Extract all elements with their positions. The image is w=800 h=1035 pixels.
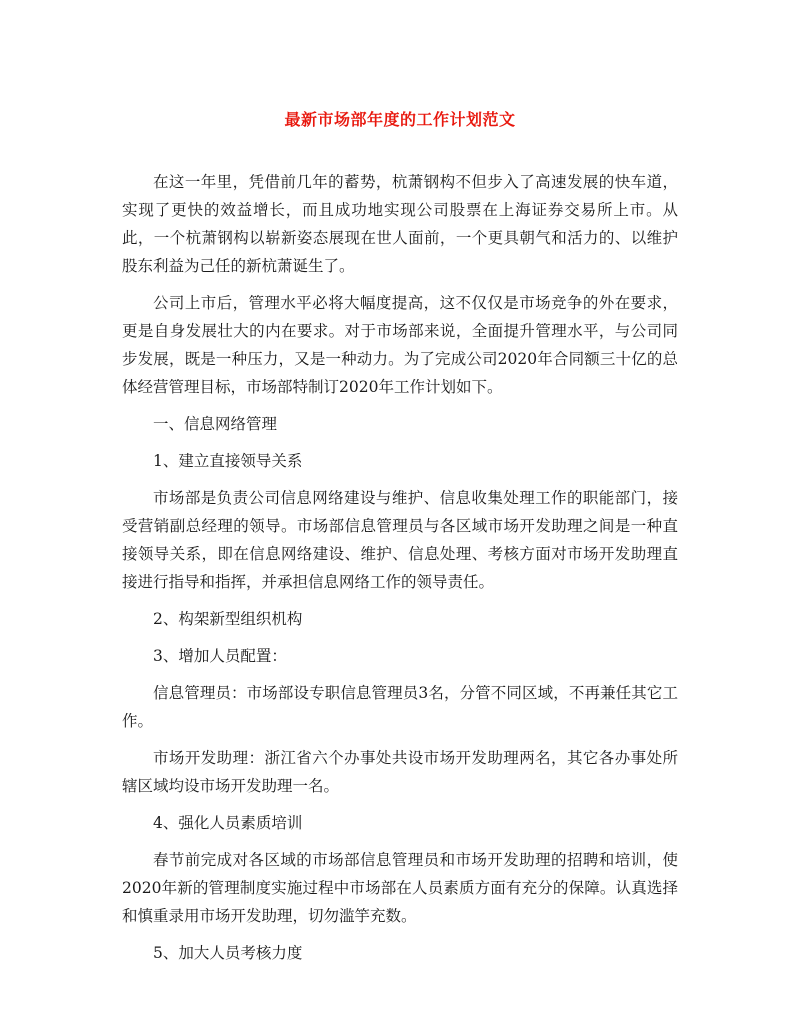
- paragraph-intro: 在这一年里，凭借前几年的蓄势，杭萧钢构不但步入了高速发展的快车道，实现了更快的效益增长，而且成功地实现公司股票在上海证券交易所上市。从此，一个杭萧钢构以崭新姿态展现在世人面前，一个更具朝气和活力的、以维护股东利益为己任的新杭萧诞生了。: [122, 173, 678, 275]
- paragraph-training: 春节前完成对各区域的市场部信息管理员和市场开发助理的招聘和培训，使2020年新的管理制度实施过程中市场部在人员素质方面有充分的保障。认真选择和慎重录用市场开发助理，切勿滥竽充数。: [122, 851, 678, 925]
- item-heading-3: 3、增加人员配置：: [153, 647, 287, 665]
- item-heading-2: 2、构架新型组织机构: [153, 610, 303, 628]
- section-heading-info-network: 一、信息网络管理: [153, 415, 278, 433]
- paragraph-market-assistant: 市场开发助理：浙江省六个办事处共设市场开发助理两名，其它各办事处所辖区域均设市场开发助理一名。: [122, 749, 678, 795]
- item-heading-4: 4、强化人员素质培训: [153, 814, 303, 832]
- paragraph-leadership: 市场部是负责公司信息网络建设与维护、信息收集处理工作的职能部门，接受营销副总经理的领导。市场部信息管理员与各区域市场开发助理之间是一种直接领导关系，即在信息网络建设、维护、信息处理、考核方面对市场开发助理直接进行指导和指挥，并承担信息网络工作的领导责任。: [122, 489, 678, 591]
- document-body: [122, 168, 678, 976]
- document-title: 最新市场部年度的工作计划范文: [284, 110, 516, 129]
- item-heading-5: 5、加大人员考核力度: [153, 944, 303, 962]
- paragraph-info-manager: 信息管理员：市场部设专职信息管理员3名，分管不同区域，不再兼任其它工作。: [122, 684, 678, 730]
- paragraph-listing: 公司上市后，管理水平必将大幅度提高，这不仅仅是市场竞争的外在要求，更是自身发展壮大的内在要求。对于市场部来说，全面提升管理水平，与公司同步发展，既是一种压力，又是一种动力。为了完成公司2020年合同额三十亿的总体经营管理目标，市场部特制订2020年工作计划如下。: [122, 294, 678, 396]
- item-heading-1: 1、建立直接领导关系: [153, 452, 303, 470]
